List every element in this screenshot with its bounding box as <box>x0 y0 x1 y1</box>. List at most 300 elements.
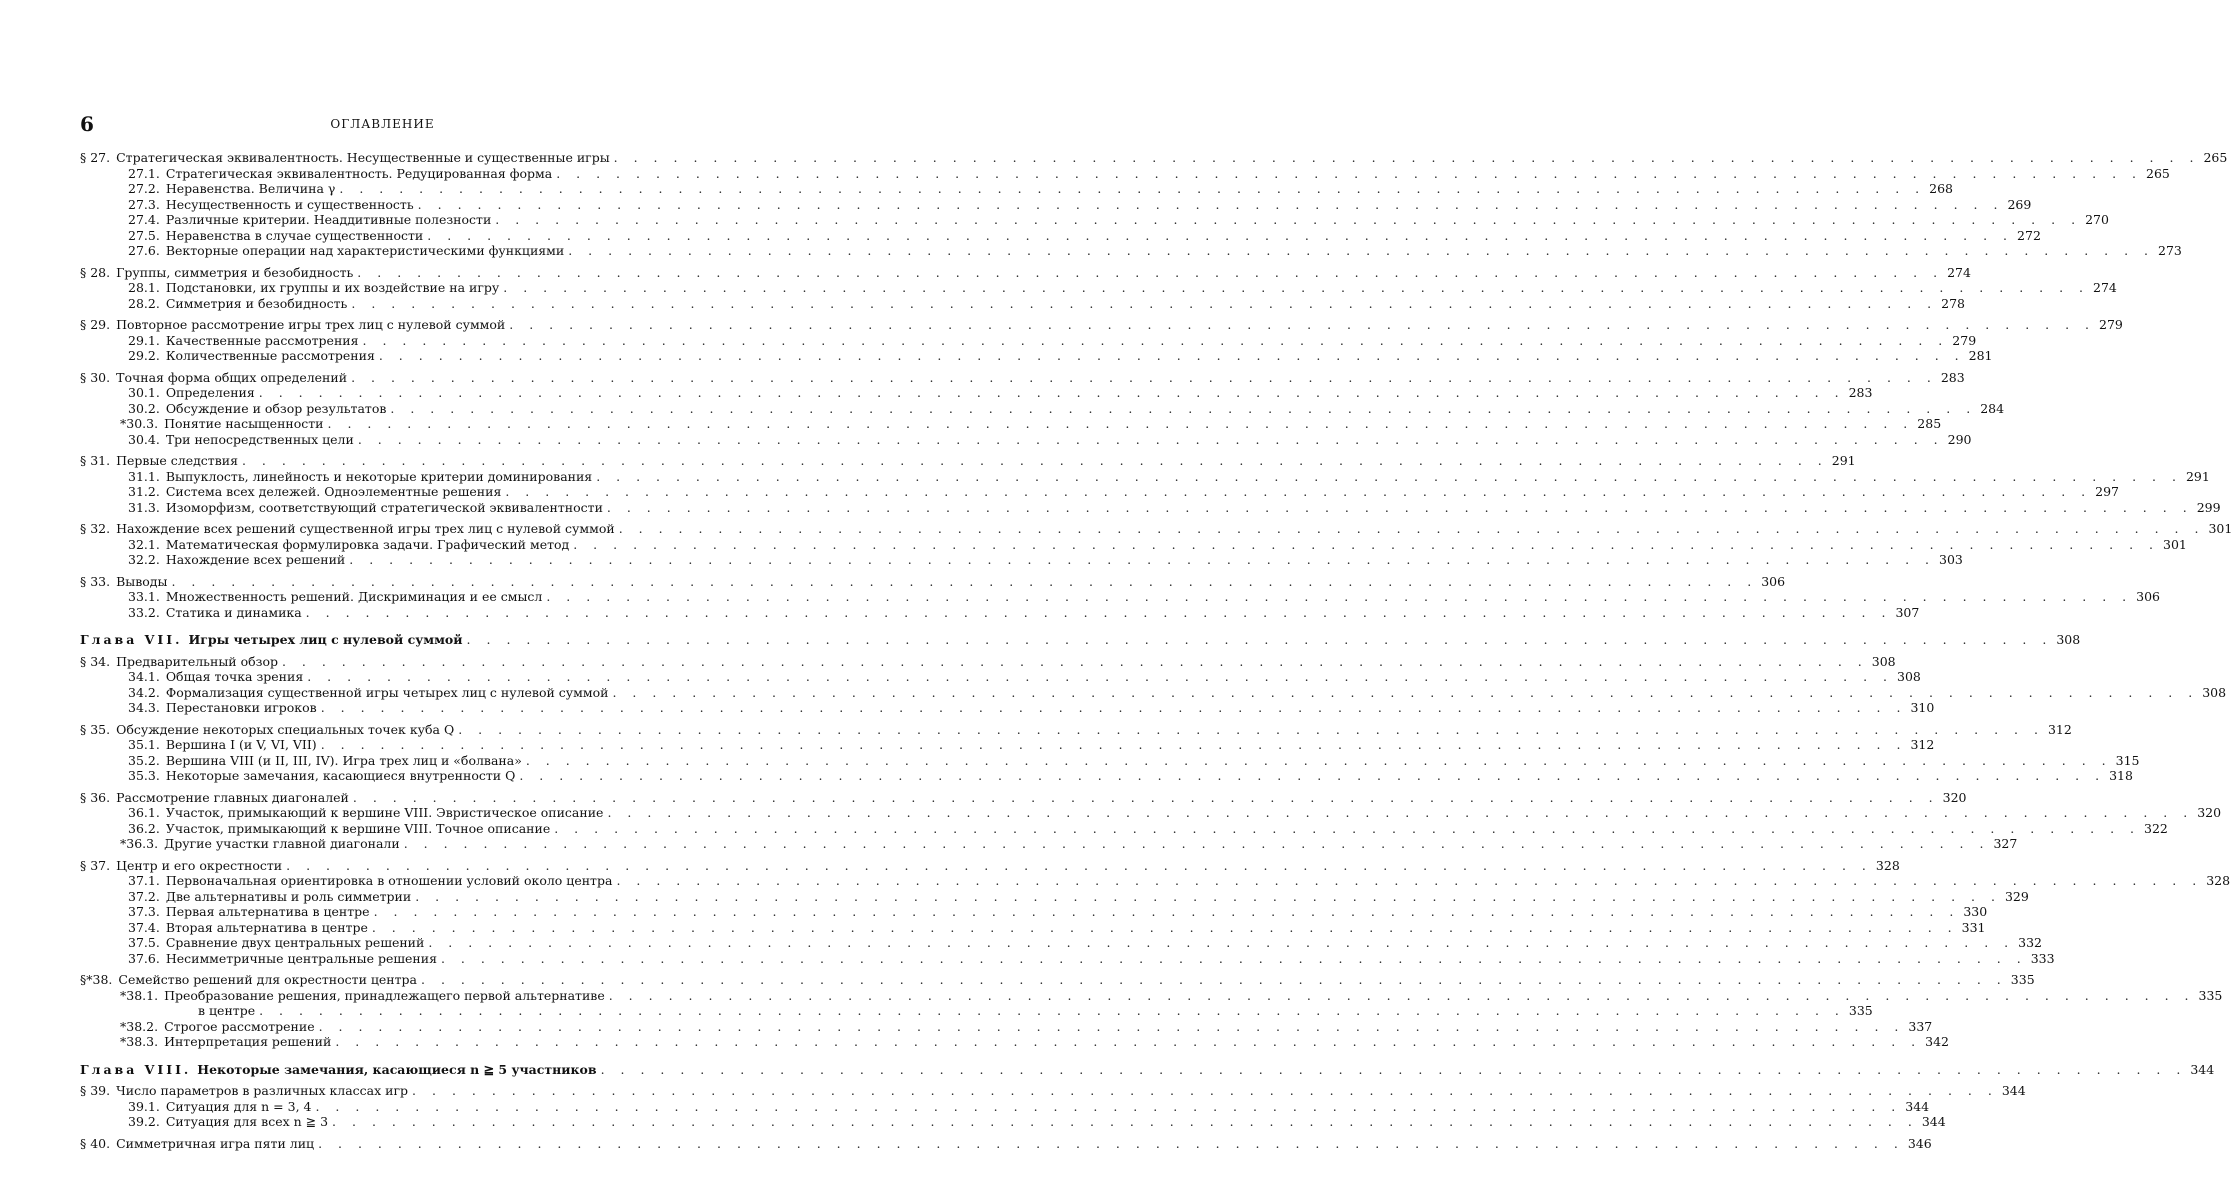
dot-leader: . . . . . . . . . . . . . . . . . . . . . . . . . . . . . . . . . . . . . . . . . . . . . . . . . . . . . . . . . . . . . . . . . . . . . . . . . . . . . . . . <box>616 873 2203 888</box>
toc-page-number: 283 <box>1848 385 1873 400</box>
toc-entry <box>128 499 2221 516</box>
dot-leader: . . . . . . . . . . . . . . . . . . . . . . . . . . . . . . . . . . . . . . . . . . . . . . . . . . . . . . . . . . . . . . . . . . . . . . . . . . . . . . . . <box>415 888 2001 904</box>
toc-entry <box>128 752 2140 769</box>
toc-title: Определения <box>165 385 255 400</box>
toc-number: § 40. <box>80 1135 111 1151</box>
toc-entry <box>80 521 2232 537</box>
toc-entry <box>128 212 2109 228</box>
toc-entry <box>128 348 1993 364</box>
toc-section-row[interactable] <box>80 1083 2026 1099</box>
toc-page-number: 291 <box>2185 468 2210 484</box>
toc-subsection-row[interactable] <box>80 536 2187 553</box>
toc-title: Некоторые замечания, касающиеся n ≧ 5 участников <box>197 1061 597 1077</box>
toc-title: Ситуация для всех n ≧ 3 <box>165 1114 329 1129</box>
toc-number: 37.4. <box>128 919 160 935</box>
toc-title: Векторные операции над характеристическими функциями <box>165 243 565 258</box>
toc-entry <box>128 589 2160 605</box>
toc-subsection-row[interactable] <box>80 700 1935 716</box>
toc-entry <box>128 400 2005 417</box>
toc-number: 37.3. <box>128 904 160 919</box>
toc-entry <box>120 987 2223 1004</box>
dot-leader: . . . . . . . . . . . . . . . . . . . . . . . . . . . . . . . . . . . . . . . . . . . . . . . . . . . . . . . . . . . . . . . . . . . . . . . . . . . . . . . . <box>315 1098 1902 1114</box>
toc-number: 37.6. <box>128 950 160 966</box>
toc-section-row[interactable] <box>80 972 2035 988</box>
dot-leader: . . . . . . . . . . . . . . . . . . . . . . . . . . . . . . . . . . . . . . . . . . . . . . . . . . . . . . . . . . . . . . . . . . . . . . . . . . . . . . . . <box>390 400 1977 416</box>
toc-entry <box>80 632 2081 648</box>
toc-number: 33.2. <box>128 604 160 620</box>
toc-title: Формализация существенной игры четырех лиц с нулевой суммой <box>165 684 609 700</box>
toc-number: 27.2. <box>128 181 160 196</box>
toc-subsection-row[interactable] <box>80 873 2231 889</box>
toc-entry <box>128 332 1977 349</box>
toc-page-number: 281 <box>1968 348 1993 363</box>
dot-leader: . . . . . . . . . . . . . . . . . . . . . . . . . . . . . . . . . . . . . . . . . . . . . . . . . . . . . . . . . . . . . . . . . . . . . . . . . . . . . . . . <box>546 589 2133 604</box>
dot-leader: . . . . . . . . . . . . . . . . . . . . . . . . . . . . . . . . . . . . . . . . . . . . . . . . . . . . . . . . . . . . . . . . . . . . . . . . . . . . . . . . <box>351 369 1937 385</box>
dot-leader: . . . . . . . . . . . . . . . . . . . . . . . . . . . . . . . . . . . . . . . . . . . . . . . . . . . . . . . . . . . . . . . . . . . . . . . . . . . . . . . . <box>466 632 2053 647</box>
toc-page-number: 344 <box>2190 1061 2215 1077</box>
dot-leader: . . . . . . . . . . . . . . . . . . . . . . . . . . . . . . . . . . . . . . . . . . . . . . . . . . . . . . . . . . . . . . . . . . . . . . . . . . . . . . . . <box>606 499 2193 515</box>
toc-chapter-row[interactable] <box>80 1061 2215 1078</box>
toc-subsection-row[interactable] <box>80 181 1954 197</box>
toc-entry <box>80 150 2228 166</box>
toc-page-number: 279 <box>1952 332 1977 348</box>
toc-entry <box>120 1034 1949 1050</box>
toc-number: *38.2. <box>120 1018 159 1034</box>
toc-subsection-row[interactable] <box>80 1003 1873 1019</box>
toc-entry <box>128 280 2117 296</box>
toc-number: *38.1. <box>120 987 159 1003</box>
toc-entry <box>128 873 2231 889</box>
toc-subsection-row[interactable] <box>80 1018 1933 1035</box>
toc-subsection-row[interactable] <box>80 165 2170 182</box>
toc-page-number: 315 <box>2115 752 2140 768</box>
toc-entry <box>128 295 1966 312</box>
toc-title: Семейство решений для окрестности центра <box>118 972 418 987</box>
dot-leader: . . . . . . . . . . . . . . . . . . . . . . . . . . . . . . . . . . . . . . . . . . . . . . . . . . . . . . . . . . . . . . . . . . . . . . . . . . . . . . . . <box>320 700 1907 715</box>
toc-number: 31.1. <box>128 468 160 484</box>
toc-title: Обсуждение и обзор результатов <box>165 400 387 416</box>
table-of-contents <box>80 150 2232 1151</box>
toc-section-row[interactable] <box>80 573 1786 590</box>
toc-subsection-row[interactable] <box>80 348 1993 364</box>
toc-page-number: 312 <box>1910 737 1935 752</box>
toc-title: Неравенства в случае существенности <box>165 227 424 243</box>
toc-number: *30.3. <box>120 416 159 431</box>
toc-subsection-row[interactable] <box>80 684 2227 701</box>
toc-entry <box>80 857 1900 874</box>
toc-subsection-row[interactable] <box>80 1034 1949 1050</box>
toc-title: Система всех дележей. Одноэлементные решения <box>165 484 502 499</box>
toc-entry <box>120 836 2018 852</box>
toc-number: 32.2. <box>128 552 160 567</box>
toc-title: Точная форма общих определений <box>116 369 348 385</box>
dot-leader: . . . . . . . . . . . . . . . . . . . . . . . . . . . . . . . . . . . . . . . . . . . . . . . . . . . . . . . . . . . . . . . . . . . . . . . . . . . . . . . . <box>286 857 1872 873</box>
toc-title: Подстановки, их группы и их воздействие на игру <box>165 280 500 295</box>
toc-page-number: 344 <box>2001 1083 2026 1098</box>
toc-section-row[interactable] <box>80 721 2072 738</box>
toc-page-number: 333 <box>2030 950 2055 966</box>
page-header <box>80 112 685 136</box>
toc-title: Множественность решений. Дискриминация и ее смысл <box>165 589 543 604</box>
toc-title: Некоторые замечания, касающиеся внутренности Q <box>165 768 516 783</box>
toc-page-number: 290 <box>1947 431 1972 447</box>
toc-subsection-row[interactable] <box>80 904 1988 920</box>
toc-number: 35.2. <box>128 752 160 768</box>
toc-page-number: 344 <box>1921 1114 1946 1129</box>
toc-number: 35.1. <box>128 737 160 752</box>
toc-page-number: 344 <box>1905 1098 1930 1114</box>
dot-leader: . . . . . . . . . . . . . . . . . . . . . . . . . . . . . . . . . . . . . . . . . . . . . . . . . . . . . . . . . . . . . . . . . . . . . . . . . . . . . . . . <box>357 431 1944 447</box>
toc-title: Другие участки главной диагонали <box>164 836 400 851</box>
toc-number: § 29. <box>80 317 111 332</box>
toc-title: Перестановки игроков <box>165 700 317 715</box>
toc-number: 37.5. <box>128 935 160 950</box>
toc-entry <box>128 196 2032 213</box>
toc-entry <box>128 484 2119 500</box>
toc-entry <box>128 820 2168 837</box>
toc-entry <box>128 536 2187 553</box>
toc-entry <box>128 669 1921 685</box>
toc-page-number: 327 <box>1993 836 2018 851</box>
toc-subsection-row[interactable] <box>80 919 1986 936</box>
toc-number: 27.5. <box>128 227 160 243</box>
toc-subsection-row[interactable] <box>80 836 2018 852</box>
toc-page-number: 331 <box>1961 919 1986 935</box>
toc-title: Нахождение всех решений <box>165 552 346 567</box>
toc-page-number: 335 <box>2010 972 2035 987</box>
dot-leader: . . . . . . . . . . . . . . . . . . . . . . . . . . . . . . . . . . . . . . . . . . . . . . . . . . . . . . . . . . . . . . . . . . . . . . . . . . . . . . . . <box>427 227 2014 243</box>
toc-number: *36.3. <box>120 836 159 851</box>
toc-number: §*38. <box>80 972 113 987</box>
toc-number: Глава VIII. <box>80 1061 192 1077</box>
toc-entry <box>198 1003 1873 1019</box>
toc-page-number: 285 <box>1917 416 1942 431</box>
toc-number: *38.3. <box>120 1034 159 1049</box>
toc-title: Участок, примыкающий к вершине VIII. Эвристическое описание <box>165 805 604 820</box>
toc-number: 29.2. <box>128 348 160 363</box>
dot-leader: . . . . . . . . . . . . . . . . . . . . . . . . . . . . . . . . . . . . . . . . . . . . . . . . . . . . . . . . . . . . . . . . . . . . . . . . . . . . . . . . <box>327 416 1914 431</box>
toc-number: 37.2. <box>128 888 160 904</box>
toc-entry <box>128 805 2222 821</box>
toc-entry <box>80 264 1971 281</box>
dot-leader: . . . . . . . . . . . . . . . . . . . . . . . . . . . . . . . . . . . . . . . . . . . . . . . . . . . . . . . . . . . . . . . . . . . . . . . . . . . . . . . . <box>458 721 2044 737</box>
dot-leader: . . . . . . . . . . . . . . . . . . . . . . . . . . . . . . . . . . . . . . . . . . . . . . . . . . . . . . . . . . . . . . . . . . . . . . . . . . . . . . . . <box>320 737 1907 752</box>
toc-title: Рассмотрение главных диагоналей <box>116 789 349 805</box>
dot-leader: . . . . . . . . . . . . . . . . . . . . . . . . . . . . . . . . . . . . . . . . . . . . . . . . . . . . . . . . . . . . . . . . . . . . . . . . . . . . . . . . <box>495 212 2082 227</box>
toc-section-row[interactable] <box>80 1135 1932 1152</box>
toc-subsection-row[interactable] <box>80 499 2221 516</box>
toc-entry <box>80 453 1856 469</box>
dot-leader: . . . . . . . . . . . . . . . . . . . . . . . . . . . . . . . . . . . . . . . . . . . . . . . . . . . . . . . . . . . . . . . . . . . . . . . . . . . . . . . . <box>573 536 2160 552</box>
toc-title: Общая точка зрения <box>165 669 304 684</box>
toc-entry <box>128 385 1873 401</box>
dot-leader: . . . . . . . . . . . . . . . . . . . . . . . . . . . . . . . . . . . . . . . . . . . . . . . . . . . . . . . . . . . . . . . . . . . . . . . . . . . . . . . . <box>259 1003 1845 1018</box>
toc-entry <box>128 904 1988 920</box>
toc-page-number: 320 <box>2197 805 2222 820</box>
dot-leader: . . . . . . . . . . . . . . . . . . . . . . . . . . . . . . . . . . . . . . . . . . . . . . . . . . . . . . . . . . . . . . . . . . . . . . . . . . . . . . . . <box>281 653 1868 669</box>
toc-subsection-row[interactable] <box>80 669 1921 685</box>
toc-entry <box>128 935 2042 951</box>
toc-entry <box>80 789 1967 806</box>
toc-page-number: 301 <box>2208 521 2232 536</box>
toc-title: Строгое рассмотрение <box>164 1018 315 1034</box>
toc-entry <box>128 552 1963 568</box>
toc-subsection-row[interactable] <box>80 552 1963 568</box>
toc-number: 36.1. <box>128 805 160 820</box>
toc-entry <box>128 950 2055 967</box>
dot-leader: . . . . . . . . . . . . . . . . . . . . . . . . . . . . . . . . . . . . . . . . . . . . . . . . . . . . . . . . . . . . . . . . . . . . . . . . . . . . . . . . <box>505 484 2092 499</box>
toc-title: Несимметричные центральные решения <box>165 950 437 966</box>
toc-subsection-row[interactable] <box>80 737 1935 753</box>
toc-chapter-row[interactable] <box>80 632 2081 648</box>
toc-number: § 31. <box>80 453 111 468</box>
toc-entry <box>128 737 1935 753</box>
toc-entry <box>120 1018 1933 1035</box>
toc-title: Понятие насыщенности <box>164 416 324 431</box>
toc-section-row[interactable] <box>80 653 1896 670</box>
toc-title: Вторая альтернатива в центре <box>165 919 368 935</box>
toc-entry <box>80 573 1786 590</box>
toc-subsection-row[interactable] <box>80 431 1972 448</box>
toc-number: 34.3. <box>128 700 160 715</box>
dot-leader: . . . . . . . . . . . . . . . . . . . . . . . . . . . . . . . . . . . . . . . . . . . . . . . . . . . . . . . . . . . . . . . . . . . . . . . . . . . . . . . . <box>318 1018 1905 1034</box>
toc-page-number: 274 <box>1947 264 1971 280</box>
toc-page-number: 268 <box>1929 181 1954 196</box>
toc-page-number: 307 <box>1895 604 1920 620</box>
toc-page-number: 332 <box>2018 935 2042 950</box>
toc-number: 30.4. <box>128 431 160 447</box>
toc-subsection-row[interactable] <box>80 935 2042 951</box>
toc-subsection-row[interactable] <box>80 416 1942 432</box>
toc-page-number: 322 <box>2144 820 2168 836</box>
dot-leader: . . . . . . . . . . . . . . . . . . . . . . . . . . . . . . . . . . . . . . . . . . . . . . . . . . . . . . . . . . . . . . . . . . . . . . . . . . . . . . . . <box>568 243 2155 258</box>
toc-subsection-row[interactable] <box>80 385 1873 401</box>
toc-subsection-row[interactable] <box>80 752 2140 769</box>
toc-page-number: 278 <box>1941 295 1966 311</box>
toc-subsection-row[interactable] <box>80 227 2041 244</box>
toc-subsection-row[interactable] <box>80 196 2032 213</box>
toc-entry <box>128 1114 1946 1130</box>
dot-leader: . . . . . . . . . . . . . . . . . . . . . . . . . . . . . . . . . . . . . . . . . . . . . . . . . . . . . . . . . . . . . . . . . . . . . . . . . . . . . . . . <box>596 468 2182 484</box>
toc-section-row[interactable] <box>80 857 1900 874</box>
toc-page-number: 270 <box>2085 212 2109 227</box>
toc-subsection-row[interactable] <box>80 332 1977 349</box>
dot-leader: . . . . . . . . . . . . . . . . . . . . . . . . . . . . . . . . . . . . . . . . . . . . . . . . . . . . . . . . . . . . . . . . . . . . . . . . . . . . . . . . <box>305 604 1892 620</box>
toc-page-number: 308 <box>2056 632 2081 647</box>
dot-leader: . . . . . . . . . . . . . . . . . . . . . . . . . . . . . . . . . . . . . . . . . . . . . . . . . . . . . . . . . . . . . . . . . . . . . . . . . . . . . . . . <box>362 332 1949 348</box>
dot-leader: . . . . . . . . . . . . . . . . . . . . . . . . . . . . . . . . . . . . . . . . . . . . . . . . . . . . . . . . . . . . . . . . . . . . . . . . . . . . . . . . <box>351 295 1938 311</box>
toc-title: Две альтернативы и роль симметрии <box>165 888 412 904</box>
toc-title: Первые следствия <box>116 453 238 468</box>
toc-section-row[interactable] <box>80 264 1971 281</box>
toc-title: Число параметров в различных классах игр <box>116 1083 409 1098</box>
toc-title: в центре <box>198 1003 256 1018</box>
toc-page-number: 310 <box>1910 700 1935 715</box>
toc-subsection-row[interactable] <box>80 1114 1946 1130</box>
dot-leader: . . . . . . . . . . . . . . . . . . . . . . . . . . . . . . . . . . . . . . . . . . . . . . . . . . . . . . . . . . . . . . . . . . . . . . . . . . . . . . . . <box>554 820 2141 836</box>
toc-title: Группы, симметрия и безобидность <box>116 264 354 280</box>
toc-number: 37.1. <box>128 873 160 888</box>
toc-entry <box>128 919 1986 936</box>
toc-page-number: 329 <box>2004 888 2029 904</box>
dot-leader: . . . . . . . . . . . . . . . . . . . . . . . . . . . . . . . . . . . . . . . . . . . . . . . . . . . . . . . . . . . . . . . . . . . . . . . . . . . . . . . . <box>618 521 2205 536</box>
dot-leader: . . . . . . . . . . . . . . . . . . . . . . . . . . . . . . . . . . . . . . . . . . . . . . . . . . . . . . . . . . . . . . . . . . . . . . . . . . . . . . . . <box>412 1083 1998 1098</box>
toc-subsection-row[interactable] <box>80 484 2119 500</box>
toc-entry <box>80 369 1965 386</box>
toc-page-number: 265 <box>2146 165 2170 181</box>
toc-subsection-row[interactable] <box>80 805 2222 821</box>
toc-subsection-row[interactable] <box>80 212 2109 228</box>
toc-section-row[interactable] <box>80 150 2228 166</box>
toc-number: 27.6. <box>128 243 160 258</box>
dot-leader: . . . . . . . . . . . . . . . . . . . . . . . . . . . . . . . . . . . . . . . . . . . . . . . . . . . . . . . . . . . . . . . . . . . . . . . . . . . . . . . . <box>335 1034 1922 1049</box>
dot-leader: . . . . . . . . . . . . . . . . . . . . . . . . . . . . . . . . . . . . . . . . . . . . . . . . . . . . . . . . . . . . . . . . . . . . . . . . . . . . . . . . <box>339 181 1926 196</box>
toc-subsection-row[interactable] <box>80 589 2160 605</box>
toc-title: Вершина I (и V, VI, VII) <box>165 737 317 752</box>
dot-leader: . . . . . . . . . . . . . . . . . . . . . . . . . . . . . . . . . . . . . . . . . . . . . . . . . . . . . . . . . . . . . . . . . . . . . . . . . . . . . . . . <box>428 935 2015 950</box>
toc-number: 27.1. <box>128 165 160 181</box>
toc-entry <box>80 972 2035 988</box>
toc-subsection-row[interactable] <box>80 295 1966 312</box>
toc-title: Участок, примыкающий к вершине VIII. Точное описание <box>165 820 551 836</box>
toc-page-number: 318 <box>2109 768 2133 783</box>
dot-leader: . . . . . . . . . . . . . . . . . . . . . . . . . . . . . . . . . . . . . . . . . . . . . . . . . . . . . . . . . . . . . . . . . . . . . . . . . . . . . . . . <box>612 684 2199 700</box>
toc-page-number: 346 <box>1907 1135 1932 1151</box>
toc-number: 34.2. <box>128 684 160 700</box>
dot-leader: . . . . . . . . . . . . . . . . . . . . . . . . . . . . . . . . . . . . . . . . . . . . . . . . . . . . . . . . . . . . . . . . . . . . . . . . . . . . . . . . <box>608 987 2195 1003</box>
toc-number: 29.1. <box>128 332 160 348</box>
toc-page-number: 274 <box>2093 280 2117 295</box>
toc-number: 27.4. <box>128 212 160 227</box>
dot-leader: . . . . . . . . . . . . . . . . . . . . . . . . . . . . . . . . . . . . . . . . . . . . . . . . . . . . . . . . . . . . . . . . . . . . . . . . . . . . . . . . <box>258 385 1845 400</box>
toc-subsection-row[interactable] <box>80 768 2133 784</box>
toc-subsection-row[interactable] <box>80 468 2210 485</box>
dot-leader: . . . . . . . . . . . . . . . . . . . . . . . . . . . . . . . . . . . . . . . . . . . . . . . . . . . . . . . . . . . . . . . . . . . . . . . . . . . . . . . . <box>503 280 2090 295</box>
toc-number: § 37. <box>80 857 111 873</box>
toc-title: Три непосредственных цели <box>165 431 354 447</box>
toc-entry <box>128 431 1972 448</box>
dot-leader: . . . . . . . . . . . . . . . . . . . . . . . . . . . . . . . . . . . . . . . . . . . . . . . . . . . . . . . . . . . . . . . . . . . . . . . . . . . . . . . . <box>378 348 1965 363</box>
toc-page-number: 269 <box>2007 196 2032 212</box>
toc-number: § 39. <box>80 1083 111 1098</box>
toc-entry <box>80 1083 2026 1099</box>
toc-entry <box>128 468 2210 485</box>
toc-subsection-row[interactable] <box>80 604 1920 621</box>
toc-title: Игры четырех лиц с нулевой суммой <box>188 632 463 647</box>
toc-number: § 27. <box>80 150 111 165</box>
toc-title: Первоначальная ориентировка в отношении условий около центра <box>165 873 613 888</box>
toc-page-number: 279 <box>2099 317 2123 332</box>
toc-page-number: 335 <box>2198 987 2223 1003</box>
toc-subsection-row[interactable] <box>80 1098 1930 1115</box>
toc-title: Выпуклость, линейность и некоторые критерии доминирования <box>165 468 593 484</box>
dot-leader: . . . . . . . . . . . . . . . . . . . . . . . . . . . . . . . . . . . . . . . . . . . . . . . . . . . . . . . . . . . . . . . . . . . . . . . . . . . . . . . . <box>371 919 1958 935</box>
running-title: ОГЛАВЛЕНИЕ <box>330 117 435 131</box>
toc-subsection-row[interactable] <box>80 820 2168 837</box>
toc-title: Нахождение всех решений существенной игры трех лиц с нулевой суммой <box>116 521 615 536</box>
toc-number: 33.1. <box>128 589 160 604</box>
toc-page-number: 328 <box>1875 857 1900 873</box>
toc-entry <box>128 181 1954 197</box>
toc-number: § 28. <box>80 264 111 280</box>
dot-leader: . . . . . . . . . . . . . . . . . . . . . . . . . . . . . . . . . . . . . . . . . . . . . . . . . . . . . . . . . . . . . . . . . . . . . . . . . . . . . . . . <box>373 904 1960 919</box>
toc-title: Преобразование решения, принадлежащего первой альтернативе <box>164 987 605 1003</box>
toc-page-number: 306 <box>2136 589 2160 604</box>
dot-leader: . . . . . . . . . . . . . . . . . . . . . . . . . . . . . . . . . . . . . . . . . . . . . . . . . . . . . . . . . . . . . . . . . . . . . . . . . . . . . . . . <box>519 768 2106 783</box>
toc-number: § 34. <box>80 653 111 669</box>
toc-page-number: 308 <box>1871 653 1896 669</box>
toc-number: 28.1. <box>128 280 160 295</box>
dot-leader: . . . . . . . . . . . . . . . . . . . . . . . . . . . . . . . . . . . . . . . . . . . . . . . . . . . . . . . . . . . . . . . . . . . . . . . . . . . . . . . . <box>509 317 2096 332</box>
toc-number: 35.3. <box>128 768 160 783</box>
toc-number: § 30. <box>80 369 111 385</box>
dot-leader: . . . . . . . . . . . . . . . . . . . . . . . . . . . . . . . . . . . . . . . . . . . . . . . . . . . . . . . . . . . . . . . . . . . . . . . . . . . . . . . . <box>171 573 1758 589</box>
toc-number: 36.2. <box>128 820 160 836</box>
dot-leader: . . . . . . . . . . . . . . . . . . . . . . . . . . . . . . . . . . . . . . . . . . . . . . . . . . . . . . . . . . . . . . . . . . . . . . . . . . . . . . . . <box>332 1114 1918 1129</box>
toc-section-row[interactable] <box>80 369 1965 386</box>
toc-subsection-row[interactable] <box>80 243 2182 259</box>
toc-section-row[interactable] <box>80 317 2123 333</box>
toc-number: 30.2. <box>128 400 160 416</box>
toc-title: Первая альтернатива в центре <box>165 904 370 919</box>
toc-title: Симметричная игра пяти лиц <box>116 1135 315 1151</box>
toc-number: 27.3. <box>128 196 160 212</box>
toc-entry <box>128 1098 1930 1115</box>
toc-subsection-row[interactable] <box>80 888 2029 905</box>
toc-number: 30.1. <box>128 385 160 400</box>
toc-subsection-row[interactable] <box>80 400 2005 417</box>
toc-page-number: 308 <box>1897 669 1921 684</box>
toc-page-number: 337 <box>1908 1018 1933 1034</box>
toc-number: 31.2. <box>128 484 160 499</box>
toc-section-row[interactable] <box>80 789 1967 806</box>
toc-page-number: 272 <box>2017 227 2041 243</box>
toc-page-number: 265 <box>2203 150 2228 165</box>
dot-leader: . . . . . . . . . . . . . . . . . . . . . . . . . . . . . . . . . . . . . . . . . . . . . . . . . . . . . . . . . . . . . . . . . . . . . . . . . . . . . . . . <box>556 165 2142 181</box>
toc-title: Стратегическая эквивалентность. Редуцированная форма <box>165 165 553 181</box>
toc-page-number: 299 <box>2196 499 2221 515</box>
toc-title: Предварительный обзор <box>116 653 278 669</box>
toc-page-number: 273 <box>2158 243 2182 258</box>
toc-section-row[interactable] <box>80 521 2232 537</box>
dot-leader: . . . . . . . . . . . . . . . . . . . . . . . . . . . . . . . . . . . . . . . . . . . . . . . . . . . . . . . . . . . . . . . . . . . . . . . . . . . . . . . . <box>417 196 2004 212</box>
toc-page-number: 284 <box>1980 400 2005 416</box>
toc-page-number: 330 <box>1963 904 1988 919</box>
toc-number: 39.1. <box>128 1098 160 1114</box>
toc-number: § 32. <box>80 521 111 536</box>
toc-page-number: 328 <box>2206 873 2231 888</box>
toc-subsection-row[interactable] <box>80 280 2117 296</box>
toc-number: 34.1. <box>128 669 160 684</box>
toc-section-row[interactable] <box>80 453 1856 469</box>
toc-subsection-row[interactable] <box>80 987 2223 1004</box>
toc-number: § 35. <box>80 721 111 737</box>
dot-leader: . . . . . . . . . . . . . . . . . . . . . . . . . . . . . . . . . . . . . . . . . . . . . . . . . . . . . . . . . . . . . . . . . . . . . . . . . . . . . . . . <box>613 150 2200 165</box>
toc-title: Различные критерии. Неаддитивные полезности <box>165 212 492 227</box>
dot-leader: . . . . . . . . . . . . . . . . . . . . . . . . . . . . . . . . . . . . . . . . . . . . . . . . . . . . . . . . . . . . . . . . . . . . . . . . . . . . . . . . <box>349 552 1936 567</box>
toc-title: Симметрия и безобидность <box>165 295 348 311</box>
toc-page-number: 297 <box>2095 484 2119 499</box>
toc-entry <box>128 243 2182 259</box>
toc-page-number: 301 <box>2163 536 2187 552</box>
toc-title: Количественные рассмотрения <box>165 348 375 363</box>
toc-title: Стратегическая эквивалентность. Несущественные и существенные игры <box>116 150 610 165</box>
toc-number: 31.3. <box>128 499 160 515</box>
toc-page-number: 342 <box>1925 1034 1949 1049</box>
toc-subsection-row[interactable] <box>80 950 2055 967</box>
toc-page-number: 303 <box>1939 552 1963 567</box>
toc-title: Повторное рассмотрение игры трех лиц с нулевой суммой <box>116 317 506 332</box>
